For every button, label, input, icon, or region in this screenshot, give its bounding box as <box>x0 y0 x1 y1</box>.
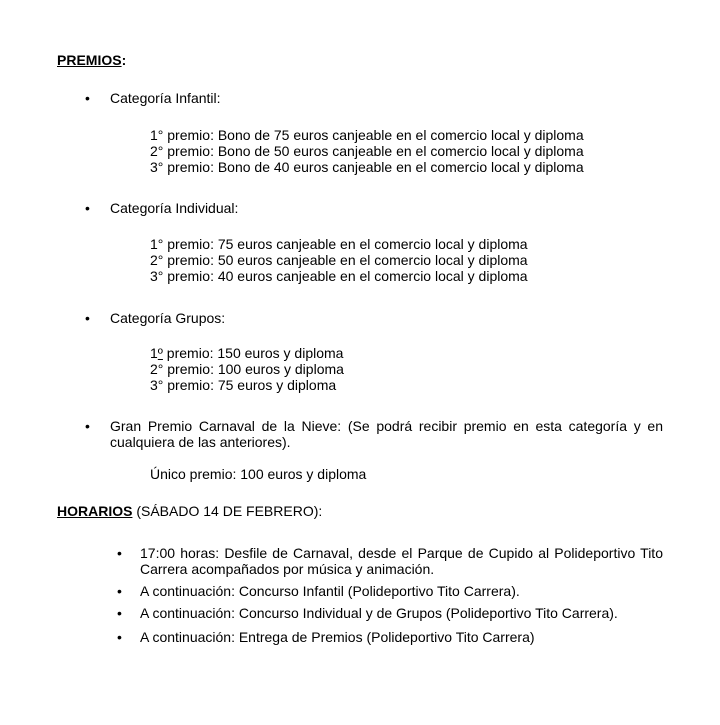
schedule-item-desfile <box>57 545 663 577</box>
bullet-icon: • <box>85 200 90 216</box>
schedule-item-concurso-infantil <box>57 583 663 599</box>
bullet-icon: • <box>85 310 90 326</box>
prize-list-gran-premio <box>57 466 663 482</box>
prize-line: 2° premio: 100 euros y diploma <box>150 361 344 377</box>
prize-line: 3° premio: Bono de 40 euros canjeable en el comercio local y diploma <box>150 159 584 175</box>
prize-line: 3° premio: 75 euros y diploma <box>150 377 337 393</box>
category-label-gran-premio: Gran Premio Carnaval de la Nieve: (Se podrá recibir premio en esta categoría y en cualquiera de las anteriores). <box>110 418 663 450</box>
bullet-icon: • <box>117 545 122 561</box>
schedule-item-concurso-individual <box>57 605 663 621</box>
category-bullet-gran-premio <box>57 418 663 450</box>
category-label-grupos: Categoría Grupos: <box>110 310 226 326</box>
horarios-heading-suffix: (SÁBADO 14 DE FEBRERO): <box>132 503 323 519</box>
horarios-heading <box>57 503 663 519</box>
premios-heading-colon: : <box>121 52 127 68</box>
schedule-item-text: A continuación: Entrega de Premios (Polideportivo Tito Carrera) <box>140 629 535 645</box>
category-bullet-grupos <box>57 310 663 326</box>
category-label-individual: Categoría Individual: <box>110 200 239 216</box>
schedule-item-text: A continuación: Concurso Individual y de Grupos (Polideportivo Tito Carrera). <box>140 605 618 621</box>
category-label-infantil: Categoría Infantil: <box>110 90 221 106</box>
prize-line: 1° premio: 75 euros canjeable en el comercio local y diploma <box>150 236 528 252</box>
prize-line: Único premio: 100 euros y diploma <box>150 466 367 482</box>
prize-line: 1° premio: Bono de 75 euros canjeable en el comercio local y diploma <box>150 127 584 143</box>
category-bullet-infantil <box>57 90 663 106</box>
prize-line: 1º premio: 150 euros y diploma <box>150 345 344 361</box>
bullet-icon: • <box>117 629 122 645</box>
category-bullet-individual <box>57 200 663 216</box>
bullet-icon: • <box>117 583 122 599</box>
bullet-icon: • <box>117 605 122 621</box>
prize-list-grupos <box>57 345 663 393</box>
prize-list-infantil <box>57 127 663 175</box>
schedule-item-entrega-premios <box>57 629 663 645</box>
premios-heading-text: PREMIOS <box>57 52 122 68</box>
horarios-heading-text: HORARIOS <box>57 503 133 519</box>
bullet-icon: • <box>85 90 90 106</box>
prize-line: 2° premio: 50 euros canjeable en el comercio local y diploma <box>150 252 528 268</box>
prize-line: 3° premio: 40 euros canjeable en el comercio local y diploma <box>150 268 528 284</box>
schedule-item-text: A continuación: Concurso Infantil (Polideportivo Tito Carrera). <box>140 583 520 599</box>
schedule-item-text: 17:00 horas: Desfile de Carnaval, desde el Parque de Cupido al Polideportivo Tito Carrera acompañados por música y animación. <box>140 545 663 577</box>
prize-list-individual <box>57 236 663 284</box>
premios-heading <box>57 52 663 68</box>
prize-line: 2° premio: Bono de 50 euros canjeable en el comercio local y diploma <box>150 143 584 159</box>
bullet-icon: • <box>85 418 90 434</box>
